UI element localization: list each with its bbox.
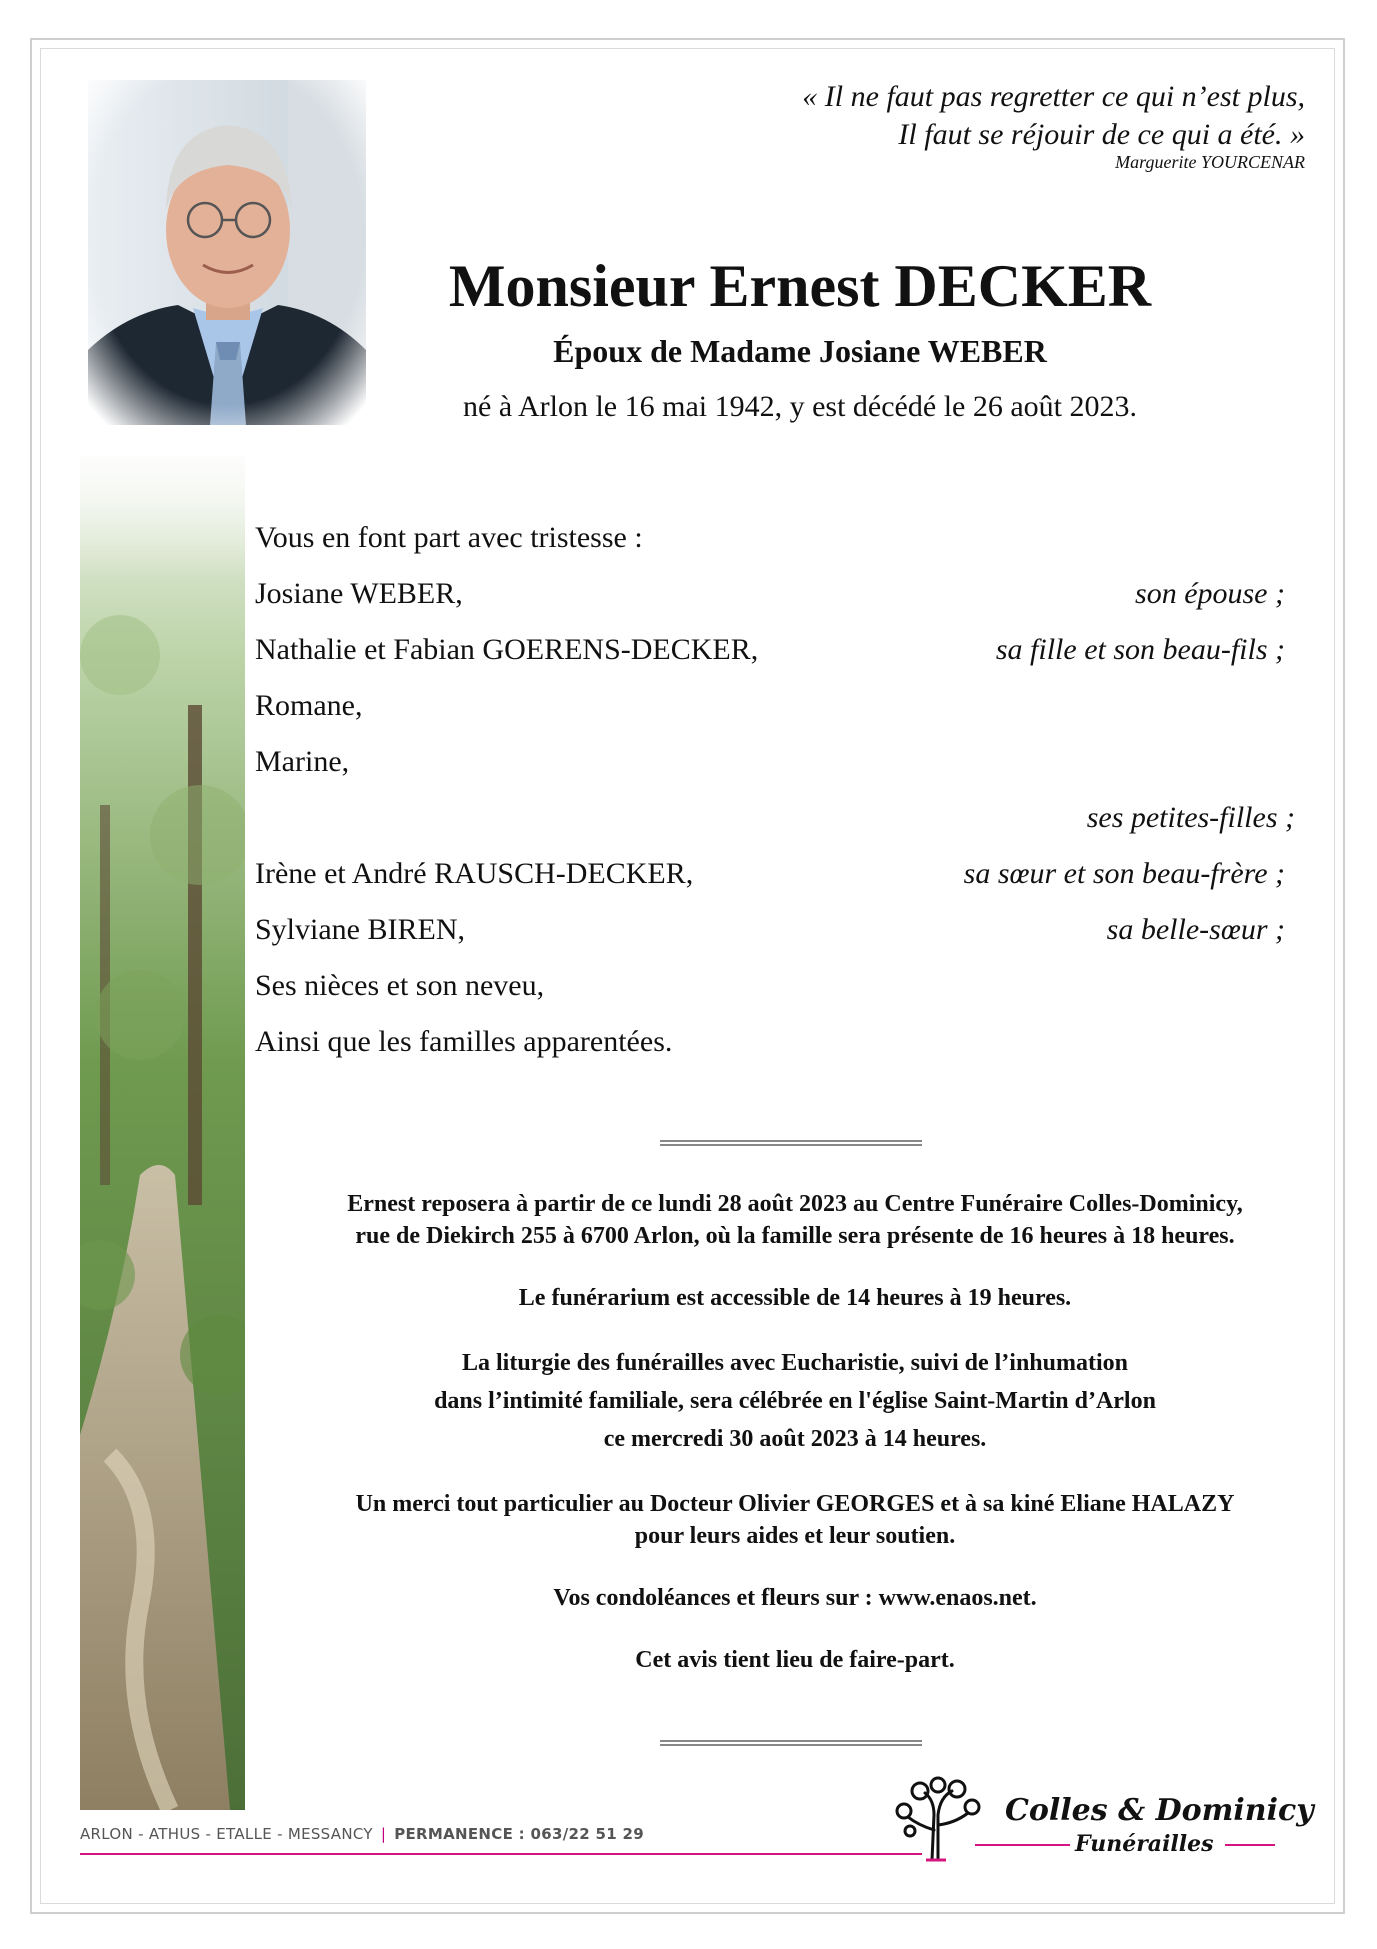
family-relation: son épouse ; xyxy=(1135,577,1285,610)
family-relation: sa belle-sœur ; xyxy=(1106,913,1285,946)
thanks-line-2: pour leurs aides et leur soutien. xyxy=(634,1523,956,1549)
footer-contact xyxy=(80,1825,644,1843)
quote-line-1: « Il ne faut pas regretter ce qui n’est plus, xyxy=(802,80,1305,113)
liturgy-line-1: La liturgie des funérailles avec Eucharistie, suivi de l’inhumation xyxy=(461,1350,1128,1376)
family-name: Sylviane BIREN, xyxy=(255,913,465,946)
tree-icon xyxy=(880,1775,1000,1865)
quote-author: Marguerite YOURCENAR xyxy=(1115,152,1305,172)
logo-subtitle: Funérailles xyxy=(1075,1831,1214,1857)
family-row xyxy=(255,734,1295,790)
notice-line: Cet avis tient lieu de faire-part. xyxy=(635,1647,955,1673)
repose-line-1: Ernest reposera à partir de ce lundi 28 août 2023 au Centre Funéraire Colles-Dominicy, xyxy=(347,1191,1243,1217)
forest-path-image xyxy=(80,455,245,1810)
quote-line-2: Il faut se réjouir de ce qui a été. » xyxy=(898,118,1305,151)
logo-line-left xyxy=(975,1844,1070,1846)
family-name: Romane, xyxy=(255,689,363,722)
family-row xyxy=(255,1014,1295,1070)
family-list xyxy=(255,510,1295,1070)
repose-block xyxy=(255,1188,1335,1252)
birth-death-dates: né à Arlon le 16 mai 1942, y est décédé le 26 août 2023. xyxy=(463,390,1137,423)
liturgy-block xyxy=(255,1344,1335,1458)
liturgy-line-2: dans l’intimité familiale, sera célébrée en l'église Saint-Martin d’Arlon xyxy=(434,1388,1156,1414)
footer-accent-line xyxy=(80,1853,922,1855)
forest-fade xyxy=(80,440,250,580)
funeral-home-logo xyxy=(880,1775,1314,1865)
condolences-line: Vos condoléances et fleurs sur : www.enaos.net. xyxy=(553,1585,1037,1611)
family-name: Marine, xyxy=(255,745,350,778)
family-row xyxy=(255,566,1295,622)
liturgy-line-3: ce mercredi 30 août 2023 à 14 heures. xyxy=(603,1426,987,1452)
family-row xyxy=(255,790,1295,846)
funerarium-block xyxy=(255,1282,1335,1314)
notice-block xyxy=(255,1644,1335,1676)
family-name: Josiane WEBER, xyxy=(255,577,463,610)
family-relation: sa fille et son beau-fils ; xyxy=(995,633,1285,666)
thanks-block xyxy=(255,1488,1335,1552)
family-row xyxy=(255,846,1295,902)
footer-separator: | xyxy=(380,1825,387,1843)
divider-top xyxy=(660,1140,922,1146)
family-row xyxy=(255,678,1295,734)
family-name: Nathalie et Fabian GOERENS-DECKER, xyxy=(255,633,759,666)
family-row xyxy=(255,958,1295,1014)
funeral-info xyxy=(255,1188,1335,1706)
epigraph-quote xyxy=(802,78,1305,154)
funerarium-hours: Le funérarium est accessible de 14 heures à 19 heures. xyxy=(518,1285,1072,1311)
footer-locations: ARLON - ATHUS - ETALLE - MESSANCY xyxy=(80,1825,373,1843)
family-name: Ainsi que les familles apparentées. xyxy=(255,1025,673,1058)
spouse-line: Époux de Madame Josiane WEBER xyxy=(553,333,1047,369)
family-row xyxy=(255,902,1295,958)
family-relation: sa sœur et son beau-frère ; xyxy=(963,857,1285,890)
family-intro-text: Vous en font part avec tristesse : xyxy=(255,521,643,554)
footer-permanence: PERMANENCE : 063/22 51 29 xyxy=(394,1825,644,1843)
divider-bottom xyxy=(660,1740,922,1746)
logo-line-right xyxy=(1225,1844,1275,1846)
family-name: Irène et André RAUSCH-DECKER, xyxy=(255,857,694,890)
deceased-name: Monsieur Ernest DECKER xyxy=(448,253,1152,319)
logo-title: Colles & Dominicy xyxy=(1005,1793,1314,1828)
repose-line-2: rue de Diekirch 255 à 6700 Arlon, où la famille sera présente de 16 heures à 18 heures. xyxy=(355,1223,1235,1249)
family-intro xyxy=(255,510,1295,566)
family-name: Ses nièces et son neveu, xyxy=(255,969,545,1002)
family-relation: ses petites-filles ; xyxy=(1086,801,1295,834)
condolences-block xyxy=(255,1582,1335,1614)
thanks-line-1: Un merci tout particulier au Docteur Olivier GEORGES et à sa kiné Eliane HALAZY xyxy=(355,1491,1235,1517)
family-row xyxy=(255,622,1295,678)
